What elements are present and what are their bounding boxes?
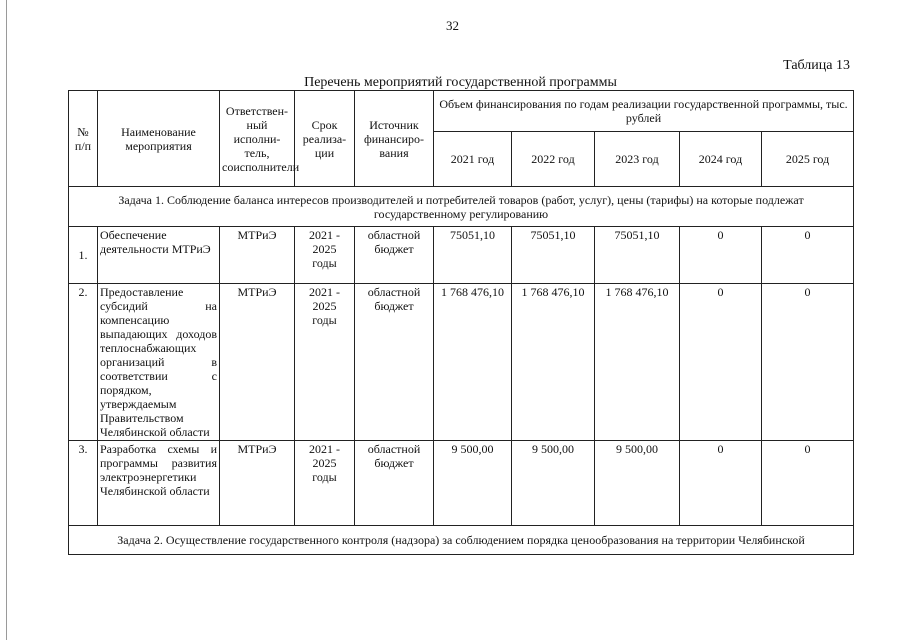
funding-2022: 9 500,00 <box>512 441 595 526</box>
col-header-term: Срок реализа- ции <box>295 91 355 187</box>
funding-2024: 0 <box>680 284 762 441</box>
table-row <box>69 284 854 441</box>
funding-2023: 75051,10 <box>595 227 680 284</box>
task-2-text: Задача 2. Осуществление государственного контроля (надзора) за соблюдением порядка ценообразования на территории Челябинской <box>69 526 854 555</box>
funding-2025: 0 <box>762 284 854 441</box>
responsible-executor: МТРиЭ <box>220 227 295 284</box>
activity-name: Разработка схемы и программы развития электроэнергетики Челябинской области <box>98 441 220 526</box>
activity-name: Обеспечение деятельности МТРиЭ <box>98 227 220 284</box>
task-row <box>69 526 854 555</box>
responsible-executor: МТРиЭ <box>220 441 295 526</box>
program-activities-table <box>68 90 854 555</box>
col-header-funding: Объем финансирования по годам реализации государственной программы, тыс. рублей <box>434 91 854 132</box>
table-row <box>69 227 854 284</box>
task-row <box>69 187 854 227</box>
funding-source: областной бюджет <box>355 441 434 526</box>
year-header-2022: 2022 год <box>512 132 595 187</box>
col-header-num: № п/п <box>69 91 98 187</box>
scan-edge-line <box>6 0 7 640</box>
year-header-2023: 2023 год <box>595 132 680 187</box>
funding-2022: 75051,10 <box>512 227 595 284</box>
responsible-executor: МТРиЭ <box>220 284 295 441</box>
table-row <box>69 441 854 526</box>
row-number: 3. <box>69 441 98 526</box>
implementation-term: 2021 - 2025 годы <box>295 441 355 526</box>
col-header-name: Наименование мероприятия <box>98 91 220 187</box>
col-header-source: Источник финансиро- вания <box>355 91 434 187</box>
funding-2025: 0 <box>762 227 854 284</box>
page-number: 32 <box>446 18 459 33</box>
funding-source: областной бюджет <box>355 227 434 284</box>
funding-2021: 75051,10 <box>434 227 512 284</box>
funding-2023: 1 768 476,10 <box>595 284 680 441</box>
table-title: Перечень мероприятий государственной программы <box>304 75 617 90</box>
funding-2024: 0 <box>680 227 762 284</box>
implementation-term: 2021 - 2025 годы <box>295 284 355 441</box>
task-1-text: Задача 1. Соблюдение баланса интересов производителей и потребителей товаров (работ, услуг), цены (тарифы) на которые подлежат государственному регулированию <box>69 187 854 227</box>
activity-name: Предоставление субсидий на компенсацию выпадающих доходов теплоснабжающих организаций в соответствии с порядком, утверждаемым Правительством Челябинской области <box>98 284 220 441</box>
funding-2022: 1 768 476,10 <box>512 284 595 441</box>
implementation-term: 2021 - 2025 годы <box>295 227 355 284</box>
table-label: Таблица 13 <box>783 58 850 73</box>
funding-2025: 0 <box>762 441 854 526</box>
funding-source: областной бюджет <box>355 284 434 441</box>
row-number: 1. <box>69 227 98 284</box>
year-header-2024: 2024 год <box>680 132 762 187</box>
header-row <box>69 91 854 132</box>
year-header-2021: 2021 год <box>434 132 512 187</box>
funding-2023: 9 500,00 <box>595 441 680 526</box>
funding-2021: 9 500,00 <box>434 441 512 526</box>
row-number: 2. <box>69 284 98 441</box>
year-header-2025: 2025 год <box>762 132 854 187</box>
col-header-responsible: Ответствен- ный исполни- тель, соисполнители <box>220 91 295 187</box>
funding-2021: 1 768 476,10 <box>434 284 512 441</box>
funding-2024: 0 <box>680 441 762 526</box>
